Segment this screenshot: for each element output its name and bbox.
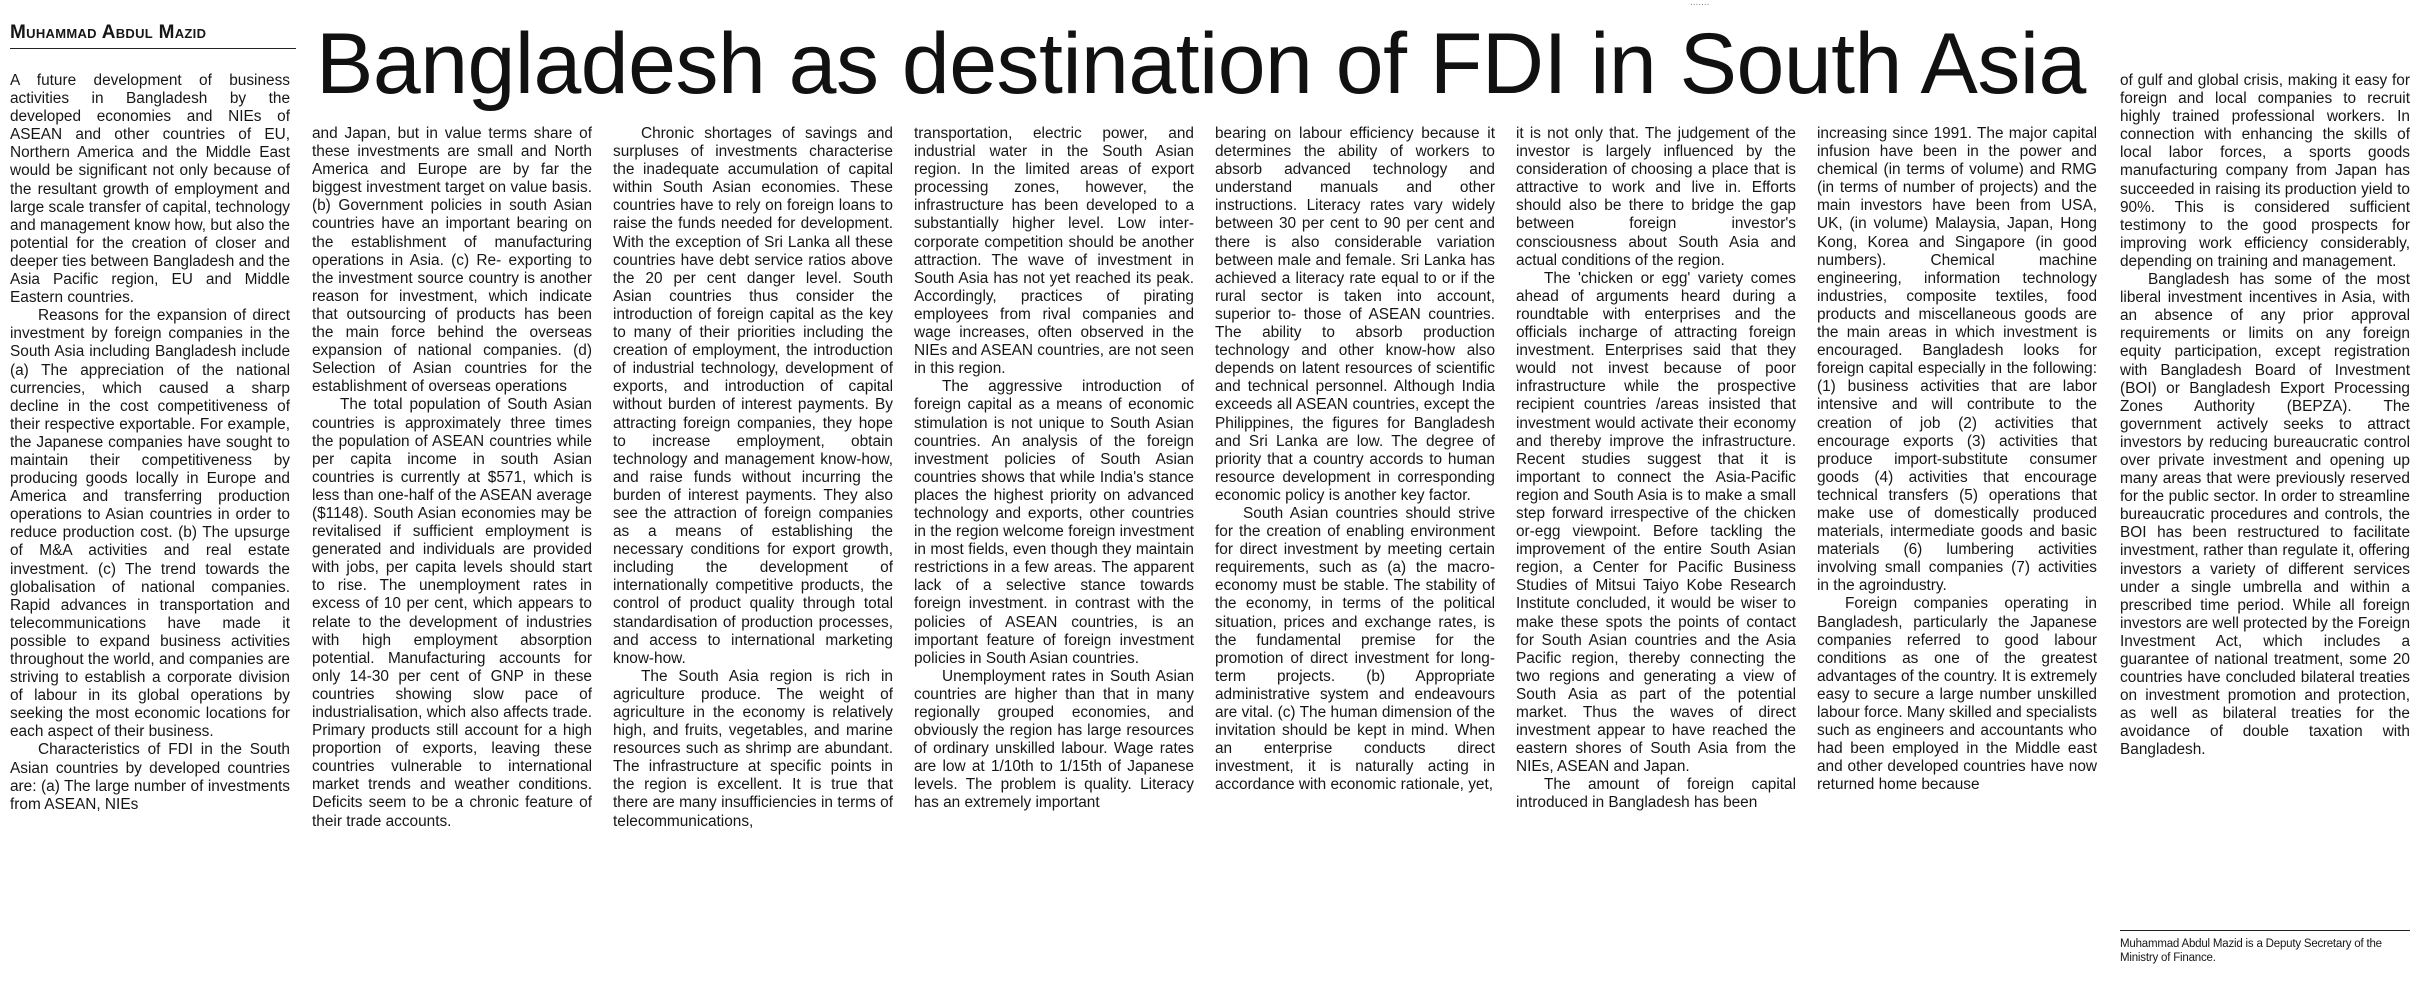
footnote-divider xyxy=(2120,930,2410,931)
article-column-3 xyxy=(613,125,893,1003)
paragraph: Bangladesh has some of the most liberal investment incentives in Asia, with an absence of any prior approval requirements or limits on any foreign equity participation, except registration with Bangladesh Board of Investment (BOI) or Bangladesh Export Processing Zones Authority (BEPZA). The government actively seeks to attract investors by reducing bureaucratic control over private investment and opening up many areas that were previously reserved for the public sector. In order to streamline bureaucratic procedures and controls, the BOI has been restructured to facilitate investment, rather than regulate it, offering investors a variety of different services under a single umbrella and within a prescribed time period. While all foreign investors are well protected by the Foreign Investment Act, which includes a guarantee of national treatment, some 20 countries have concluded bilateral treaties on investment promotion and protection, as well as bilateral treaties for the avoidance of double taxation with Bangladesh. xyxy=(2120,271,2410,759)
paragraph: The aggressive introduction of foreign capital as a means of economic stimulation is not unique to South Asian countries. An analysis of the foreign investment policies of South Asian countries shows that while India's stance places the highest priority on advanced technology and exports, other countries in the region welcome foreign investment in most fields, even though they maintain restrictions in a few areas. The apparent lack of a selective stance towards foreign investment. in contrast with the policies of ASEAN countries, is an important feature of foreign investment policies in South Asian countries. xyxy=(914,378,1194,667)
article-column-1 xyxy=(10,72,290,1002)
article-headline: Bangladesh as destination of FDI in South Asia xyxy=(316,16,2086,112)
paragraph: increasing since 1991. The major capital infusion have been in the power and chemical (in terms of volume) and RMG (in terms of number of projects) and the main investors have been from USA, UK, (in volume) Malaysia, Japan, Hong Kong, Korea and Singapore (in good numbers). Chemical machine engineering, information technology industries, composite textiles, food products and miscellaneous goods are the main areas in which investment is encouraged. Bangladesh looks for foreign capital especially in the following: (1) business activities that are labor intensive and will contribute to the creation of job (2) activities that encourage exports (3) activities that produce import-substitute consumer goods (4) activities that encourage technical transfers (5) operations that make use of domestically produced materials, intermediate goods and basic materials (6) lumbering activities involving small companies (7) activities in the agroindustry. xyxy=(1817,125,2097,595)
paragraph: bearing on labour efficiency because it determines the ability of workers to absorb advanced technology and understand manuals and other instructions. Literacy rates vary widely between 30 per cent to 90 per cent and there is also considerable variation between male and female. Sri Lanka has achieved a literacy rate equal to or if the rural sector is taken into account, superior to- those of ASEAN countries. The ability to absorb production technology and other know-how also depends on latent resources of scientific and technical personnel. Although India exceeds all ASEAN countries, except the Philippines, the figures for Bangladesh and Sri Lanka are low. The degree of priority that a country accords to human resource development in corresponding economic policy is another key factor. xyxy=(1215,125,1495,504)
author-byline: Muhammad Abdul Mazid xyxy=(10,22,296,49)
paragraph: transportation, electric power, and industrial water in the South Asian region. In the limited areas of export processing zones, however, the infrastructure has been developed to a substantially higher level. Low inter-corporate competition should be another attraction. The wave of investment in South Asia has not yet reached its peak. Accordingly, practices of pirating employees from rival companies and wage increases, often observed in the NIEs and ASEAN countries, are not seen in this region. xyxy=(914,125,1194,378)
paragraph: Unemployment rates in South Asian countries are higher than that in many regionally grouped economies, and obviously the region has large resources of ordinary unskilled labour. Wage rates are low at 1/10th to 1/15th of Japanese levels. The problem is quality. Literacy has an extremely important xyxy=(914,667,1194,812)
article-column-7 xyxy=(1817,125,2097,1003)
page-top-edge xyxy=(0,0,2428,8)
paragraph: The amount of foreign capital introduced in Bangladesh has been xyxy=(1516,776,1796,812)
article-column-4 xyxy=(914,125,1194,1003)
paragraph: The South Asia region is rich in agriculture produce. The weight of agriculture in the economy is relatively high, and fruits, vegetables, and marine resources such as shrimp are abundant. The infrastructure at specific points in the region is excellent. It is true that there are many insufficiencies in terms of telecommunications, xyxy=(613,667,893,830)
paragraph: The 'chicken or egg' variety comes ahead of arguments heard during a roundtable with enterprises and the officials incharge of attracting foreign investment. Enterprises said that they would not invest because of poor infrastructure while the prospective recipient countries /areas insisted that investment would activate their economy and thereby improve the infrastructure. Recent studies suggest that it is important to connect the Asia-Pacific region and South Asia is to make a small step forward irrespective of the chicken or-egg viewpoint. Before tackling the improvement of the entire South Asian region, a Center for Pacific Business Studies of Mitsui Taiyo Kobe Research Institute concluded, it would be wiser to make these spots the points of contact for South Asian countries and the Asia Pacific region, thereby connecting the two regions and generating a view of South Asia as part of the potential market. Thus the waves of direct investment appear to have reached the eastern shores of South Asia from the NIEs, ASEAN and Japan. xyxy=(1516,269,1796,776)
page-top-fragment: ....... xyxy=(1690,0,1710,8)
article-column-6 xyxy=(1516,125,1796,1003)
paragraph: A future development of business activities in Bangladesh by the developed economies and NIEs of ASEAN and other countries of EU, Northern America and the Middle East would be significant not only because of the resultant growth of employment and large scale transfer of capital, technology and management know how, but also the potential for the creation of closer and deeper ties between Bangladesh and the Asia Pacific region, EU and Middle Eastern countries. xyxy=(10,72,290,307)
paragraph: South Asian countries should strive for the creation of enabling environment for direct investment by meeting certain requirements, such as (a) the macro-economy must be stable. The stability of the economy, in terms of the political situation, prices and exchange rates, is the fundamental premise for the promotion of direct investment for long-term projects. (b) Appropriate administrative system and endeavours are vital. (c) The human dimension of the invitation should be kept in mind. When an enterprise conducts direct investment, it is naturally acting in accordance with economic rationale, yet, xyxy=(1215,504,1495,794)
paragraph: The total population of South Asian countries is approximately three times the population of ASEAN countries while per capita income in south Asian countries is currently at $571, which is less than one-half of the ASEAN average ($1148). South Asian economies may be revitalised if sufficient employment is generated and individuals are provided with jobs, per capita levels should start to rise. The unemployment rates in excess of 10 per cent, which appears to relate to the development of industries with high employment absorption potential. Manufacturing accounts for only 14-30 per cent of GNP in these countries showing slow pace of industrialisation, which also affects trade. Primary products still account for a high proportion of exports, leaving these countries vulnerable to international market trends and weather conditions. Deficits seem to be a chronic feature of their trade accounts. xyxy=(312,396,592,830)
article-column-8 xyxy=(2120,72,2410,934)
article-column-5 xyxy=(1215,125,1495,1003)
paragraph: it is not only that. The judgement of the investor is largely influenced by the consideration of choosing a place that is attractive to work and live in. Efforts should also be there to bridge the gap between foreign investor's consciousness about South Asia and actual conditions of the region. xyxy=(1516,125,1796,269)
paragraph: Chronic shortages of savings and surpluses of investments characterise the inadequate accumulation of capital within South Asian economies. These countries have to rely on foreign loans to raise the funds needed for development. With the exception of Sri Lanka all these countries have debt service ratios above the 20 per cent danger level. South Asian countries thus consider the introduction of foreign capital as the key to many of their priorities including the creation of employment, the introduction of industrial technology, development of exports, and introduction of capital without burden of interest payments. By attracting foreign companies, they hope to increase employment, obtain technology and management know-how, and raise funds without incurring the burden of interest payments. They also see the attraction of foreign companies as a means of establishing the necessary conditions for export growth, including the development of internationally competitive products, the control of product quality through total standardisation of production processes, and access to international marketing know-how. xyxy=(613,125,893,667)
paragraph: of gulf and global crisis, making it easy for foreign and local companies to recruit highly trained professional workers. In connection with enhancing the skills of local labor forces, a sports goods manufacturing company from Japan has succeeded in raising its production yield to 90%. This is considered sufficient testimony to the good prospects for improving work efficiency considerably, depending on training and management. xyxy=(2120,72,2410,270)
article-column-2 xyxy=(312,125,592,1003)
author-footnote: Muhammad Abdul Mazid is a Deputy Secretary of the Ministry of Finance. xyxy=(2120,938,2382,964)
paragraph: Characteristics of FDI in the South Asian countries by developed countries are: (a) The large number of investments from ASEAN, NIEs xyxy=(10,741,290,813)
paragraph: Foreign companies operating in Bangladesh, particularly the Japanese companies referred to good labour conditions as one of the greatest advantages of the country. It is extremely easy to secure a large number unskilled labour force. Many skilled and specialists such as engineers and accountants who had been employed in the Middle east and other developed countries have now returned home because xyxy=(1817,595,2097,794)
paragraph: and Japan, but in value terms share of these investments are small and North America and Europe are by far the biggest investment target on value basis. (b) Government policies in south Asian countries have an important bearing on the establishment of manufacturing operations in Asia. (c) Re- exporting to the investment source country is another reason for investment, which indicate that outsourcing of products has been the main force behind the overseas expansion of national companies. (d) Selection of Asian countries for the establishment of overseas operations xyxy=(312,125,592,396)
paragraph: Reasons for the expansion of direct investment by foreign companies in the South Asia including Bangladesh include (a) The appreciation of the national currencies, which caused a sharp decline in the cost competitiveness of their respective exportable. For example, the Japanese companies have sought to maintain their competitiveness by producing goods locally in Europe and America and transferring production operations to Asian countries in order to reduce production cost. (b) The upsurge of M&A activities and real estate investment. (c) The trend towards the globalisation of national companies. Rapid advances in transportation and telecommunications have made it possible to expand business activities throughout the world, and companies are striving to establish a corporate division of labour in its global operations by seeking the most economic locations for each aspect of their business. xyxy=(10,307,290,741)
